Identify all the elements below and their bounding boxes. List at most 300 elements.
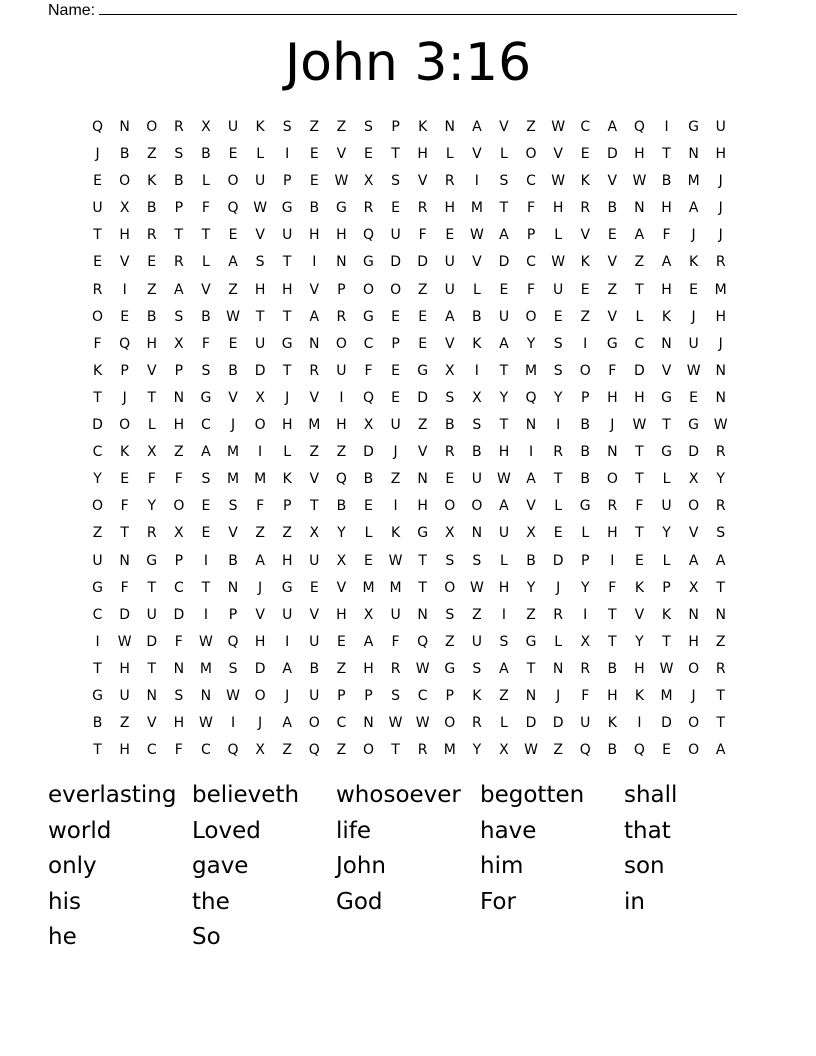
grid-letter: V [472,254,482,271]
grid-letter: H [715,146,726,163]
grid-letter: J [393,444,398,461]
grid-letter: E [364,552,373,569]
grid-letter: A [282,660,292,677]
word-list [48,778,768,956]
grid-letter: T [93,389,102,406]
word-list-item: So [192,924,221,950]
name-field [48,0,737,20]
grid-letter: F [608,579,617,596]
grid-letter: K [607,715,617,732]
grid-letter: D [498,254,510,271]
grid-letter: G [363,308,374,325]
grid-letter: B [580,471,591,488]
grid-letter: V [499,119,509,135]
grid-letter: L [662,471,671,488]
grid-letter: C [634,335,645,352]
grid-letter: M [226,444,240,461]
grid-letter: N [661,335,672,352]
grid-letter: L [500,146,508,163]
grid-letter: T [526,660,536,677]
grid-letter: V [472,146,482,163]
grid-letter: N [607,444,618,461]
grid-letter: R [471,715,482,732]
letter-grid [84,114,734,764]
grid-letter: V [553,146,563,163]
grid-letter: A [499,660,509,677]
grid-letter: U [336,362,347,379]
grid-letter: U [498,308,510,325]
grid-letter: I [312,254,317,271]
grid-letter: D [417,254,429,271]
grid-letter: C [336,715,347,732]
grid-letter: B [146,200,157,217]
grid-letter: B [309,660,320,677]
grid-letter: K [661,606,672,623]
grid-letter: N [309,335,320,352]
grid-letter: U [661,498,672,515]
grid-letter: X [174,335,184,352]
grid-letter: I [230,715,236,732]
grid-letter: E [309,146,319,163]
grid-letter: Z [444,633,455,650]
grid-letter: O [444,498,456,515]
grid-letter: A [174,281,184,298]
grid-letter: G [92,579,103,596]
grid-letter: N [173,660,185,677]
grid-letter: B [444,417,455,434]
grid-letter: V [309,281,320,298]
word-list-item: For [480,888,516,915]
grid-letter: X [255,742,265,759]
grid-letter: J [258,579,263,596]
grid-letter: N [688,606,699,623]
grid-letter: N [525,417,537,434]
grid-letter: A [309,308,320,325]
grid-letter: K [580,173,590,190]
grid-letter: F [120,579,129,596]
grid-letter: O [173,498,185,515]
grid-letter: Z [309,444,320,461]
grid-letter: H [146,335,157,352]
grid-letter: D [552,552,564,569]
grid-letter: Y [93,471,102,488]
grid-letter: Z [119,715,130,732]
grid-letter: E [580,146,590,163]
grid-letter: F [527,200,536,217]
grid-letter: O [362,281,374,298]
grid-letter: M [226,471,240,488]
grid-letter: B [363,471,374,488]
grid-letter: J [610,417,615,434]
grid-letter: X [526,525,536,542]
grid-letter: H [336,417,347,434]
grid-letter: B [201,308,211,325]
grid-letter: W [659,660,674,677]
grid-letter: V [255,606,265,623]
grid-letter: E [147,254,157,271]
grid-letter: Y [147,498,157,515]
grid-letter: T [635,444,644,461]
grid-letter: Q [227,742,239,759]
grid-letter: X [472,389,482,406]
grid-letter: Q [579,742,591,759]
grid-letter: X [255,389,265,406]
grid-letter: X [309,525,320,542]
grid-letter: P [445,687,454,704]
grid-letter: I [474,173,479,190]
grid-letter: M [308,417,321,434]
grid-letter: C [526,254,536,271]
grid-letter: G [444,660,456,677]
grid-letter: U [553,281,564,298]
grid-letter: S [445,389,455,406]
grid-letter: H [119,742,130,759]
grid-letter: E [445,227,455,244]
grid-letter: Z [174,444,184,461]
grid-letter: O [92,498,104,515]
grid-letter: F [662,227,671,244]
grid-letter: H [173,715,185,732]
grid-letter: X [336,552,347,569]
grid-letter: C [201,417,211,434]
grid-letter: E [391,308,400,325]
grid-letter: Q [633,742,645,759]
grid-letter: S [255,254,265,271]
grid-letter: P [391,335,400,352]
grid-letter: K [634,579,645,596]
grid-letter: O [444,579,456,596]
grid-letter: T [282,308,292,325]
grid-letter: E [634,552,644,569]
grid-letter: L [283,444,292,461]
grid-letter: E [364,498,373,515]
grid-letter: D [363,444,374,461]
grid-letter: D [146,633,158,650]
grid-letter: A [661,254,672,271]
grid-letter: K [147,173,157,190]
grid-letter: I [501,606,507,623]
grid-letter: G [525,633,537,650]
grid-letter: P [526,227,536,244]
grid-letter: Z [92,525,103,542]
grid-letter: X [580,633,591,650]
grid-letter: G [335,200,347,217]
grid-letter: N [336,254,347,271]
grid-letter: U [498,525,510,542]
grid-letter: E [201,498,211,515]
grid-letter: L [635,308,644,325]
grid-letter: G [688,417,700,434]
grid-letter: J [718,200,723,217]
word-list-item: shall [624,782,678,808]
grid-letter: O [444,715,456,732]
grid-letter: E [662,742,671,759]
grid-letter: O [308,715,320,732]
grid-letter: Q [633,119,645,135]
grid-letter: T [716,687,725,704]
grid-letter: S [201,362,211,379]
grid-letter: Z [146,146,157,163]
grid-letter: Z [417,417,428,434]
grid-letter: V [146,362,157,379]
grid-letter: L [500,715,508,732]
grid-letter: K [120,444,130,461]
grid-letter: R [417,742,428,759]
grid-letter: U [146,606,157,623]
grid-letter: H [634,146,645,163]
grid-letter: V [255,227,265,244]
grid-letter: U [688,335,699,352]
grid-letter: Q [119,335,131,352]
grid-letter: R [173,254,184,271]
grid-letter: U [227,119,239,135]
grid-letter: Q [417,633,429,650]
grid-letter: N [634,200,645,217]
grid-letter: H [281,281,293,298]
grid-letter: R [363,200,374,217]
grid-letter: O [335,335,347,352]
grid-letter: X [201,119,211,135]
grid-letter: T [120,525,129,542]
grid-letter: P [364,687,373,704]
grid-letter: N [227,579,239,596]
grid-letter: L [554,498,563,515]
grid-letter: K [689,254,699,271]
grid-letter: W [497,471,511,488]
word-list-item: that [624,817,671,844]
grid-letter: E [309,173,319,190]
grid-letter: C [92,444,103,461]
grid-letter: T [608,606,617,623]
grid-letter: Z [499,687,509,704]
grid-letter: E [120,471,130,488]
grid-letter: Z [255,525,265,542]
grid-letter: B [661,173,672,190]
grid-letter: T [93,742,102,759]
grid-letter: H [498,444,510,461]
grid-letter: J [691,308,696,325]
grid-letter: B [607,660,618,677]
grid-letter: R [715,498,726,515]
grid-letter: W [551,119,566,135]
grid-letter: T [147,579,157,596]
grid-letter: Q [362,389,374,406]
grid-letter: T [418,552,427,569]
word-list-item: begotten [480,782,585,808]
grid-letter: J [95,146,100,163]
grid-letter: G [281,335,293,352]
grid-letter: E [391,362,400,379]
grid-letter: W [388,715,403,732]
grid-letter: T [255,308,265,325]
grid-letter: R [92,281,103,298]
grid-letter: G [688,119,700,135]
word-list-item: the [192,888,230,915]
grid-letter: W [551,173,566,190]
grid-letter: V [634,606,645,623]
grid-letter: R [580,660,591,677]
grid-letter: H [254,633,266,650]
page-title: John 3:16 [284,33,532,93]
grid-letter: S [282,119,292,135]
grid-letter: T [662,633,671,650]
grid-letter: X [174,525,184,542]
grid-letter: X [363,173,374,190]
word-list-item: world [48,817,112,844]
grid-letter: H [417,146,428,163]
grid-letter: L [202,254,210,271]
grid-letter: A [282,715,292,732]
grid-letter: R [715,444,726,461]
grid-letter: O [525,308,537,325]
grid-letter: W [226,308,240,325]
grid-letter: V [201,281,211,298]
grid-letter: S [228,660,238,677]
grid-letter: V [228,389,238,406]
grid-letter: L [581,525,590,542]
grid-letter: I [528,444,534,461]
grid-letter: T [391,146,400,163]
grid-letter: P [391,119,400,135]
grid-letter: L [364,525,373,542]
grid-letter: B [580,444,591,461]
grid-letter: U [471,471,482,488]
grid-letter: Y [553,389,563,406]
grid-letter: Z [553,742,563,759]
grid-letter: R [309,362,320,379]
grid-letter: P [174,552,184,569]
grid-letter: U [390,417,401,434]
grid-letter: W [415,660,430,677]
grid-letter: P [174,200,184,217]
grid-letter: K [255,119,265,135]
grid-letter: W [334,173,349,190]
name-label: Name: [48,2,96,19]
grid-letter: Y [716,471,725,488]
grid-letter: H [336,606,347,623]
grid-letter: G [200,389,212,406]
grid-letter: Z [228,281,238,298]
grid-letter: O [471,498,483,515]
grid-letter: U [119,687,130,704]
grid-letter: B [201,146,211,163]
grid-letter: Z [526,119,536,135]
grid-letter: D [634,362,645,379]
grid-letter: E [580,281,590,298]
grid-letter: J [285,389,290,406]
grid-letter: V [607,173,618,190]
grid-letter: W [686,362,701,379]
grid-letter: A [201,444,211,461]
grid-letter: Y [526,335,536,352]
grid-letter: V [336,146,347,163]
grid-letter: J [691,227,696,244]
grid-letter: U [92,552,103,569]
grid-letter: N [688,146,699,163]
grid-letter: W [388,552,403,569]
grid-letter: T [662,417,671,434]
grid-letter: S [472,660,482,677]
word-list-item: only [48,853,97,879]
grid-letter: H [634,389,645,406]
grid-letter: R [336,308,347,325]
grid-letter: W [713,417,728,434]
word-list-item: life [336,817,372,844]
grid-letter: V [336,579,347,596]
grid-letter: Z [282,742,292,759]
grid-letter: D [254,660,266,677]
grid-letter: F [174,471,183,488]
grid-letter: A [499,227,509,244]
grid-letter: C [146,742,157,759]
grid-letter: H [281,417,293,434]
grid-letter: L [202,173,210,190]
grid-letter: O [362,742,374,759]
grid-letter: O [119,417,131,434]
grid-letter: K [282,471,292,488]
grid-letter: T [391,742,400,759]
grid-letter: B [607,200,618,217]
grid-letter: I [583,335,588,352]
grid-letter: X [444,362,455,379]
grid-letter: N [200,687,212,704]
grid-letter: T [147,660,157,677]
grid-letter: U [309,687,320,704]
grid-letter: E [499,281,509,298]
grid-letter: N [119,119,130,135]
grid-letter: V [309,606,320,623]
grid-letter: T [635,281,644,298]
grid-letter: W [415,715,430,732]
grid-letter: X [146,444,157,461]
grid-letter: A [499,498,509,515]
grid-letter: P [282,173,292,190]
grid-letter: O [390,281,402,298]
grid-letter: Q [335,471,347,488]
grid-letter: H [498,579,510,596]
grid-letter: R [173,119,184,135]
grid-letter: C [92,606,103,623]
grid-letter: O [606,471,618,488]
grid-letter: O [227,173,239,190]
grid-letter: E [553,525,563,542]
grid-letter: E [553,308,563,325]
grid-letter: V [607,254,618,271]
grid-letter: N [525,687,537,704]
grid-letter: B [472,444,482,461]
grid-letter: R [580,200,591,217]
grid-letter: V [526,498,536,515]
grid-letter: C [417,687,428,704]
grid-letter: L [500,552,508,569]
grid-letter: V [309,471,320,488]
grid-letter: I [664,119,669,135]
grid-letter: D [119,606,131,623]
grid-letter: Z [526,606,536,623]
grid-letter: S [472,417,482,434]
grid-letter: P [282,498,292,515]
grid-letter: A [715,742,726,759]
grid-letter: J [556,579,561,596]
grid-letter: Q [227,200,239,217]
grid-letter: I [95,633,100,650]
grid-letter: H [119,227,130,244]
grid-letter: H [417,498,428,515]
grid-letter: Q [227,633,239,650]
grid-letter: H [119,660,130,677]
grid-letter: J [122,389,127,406]
grid-letter: B [228,552,238,569]
